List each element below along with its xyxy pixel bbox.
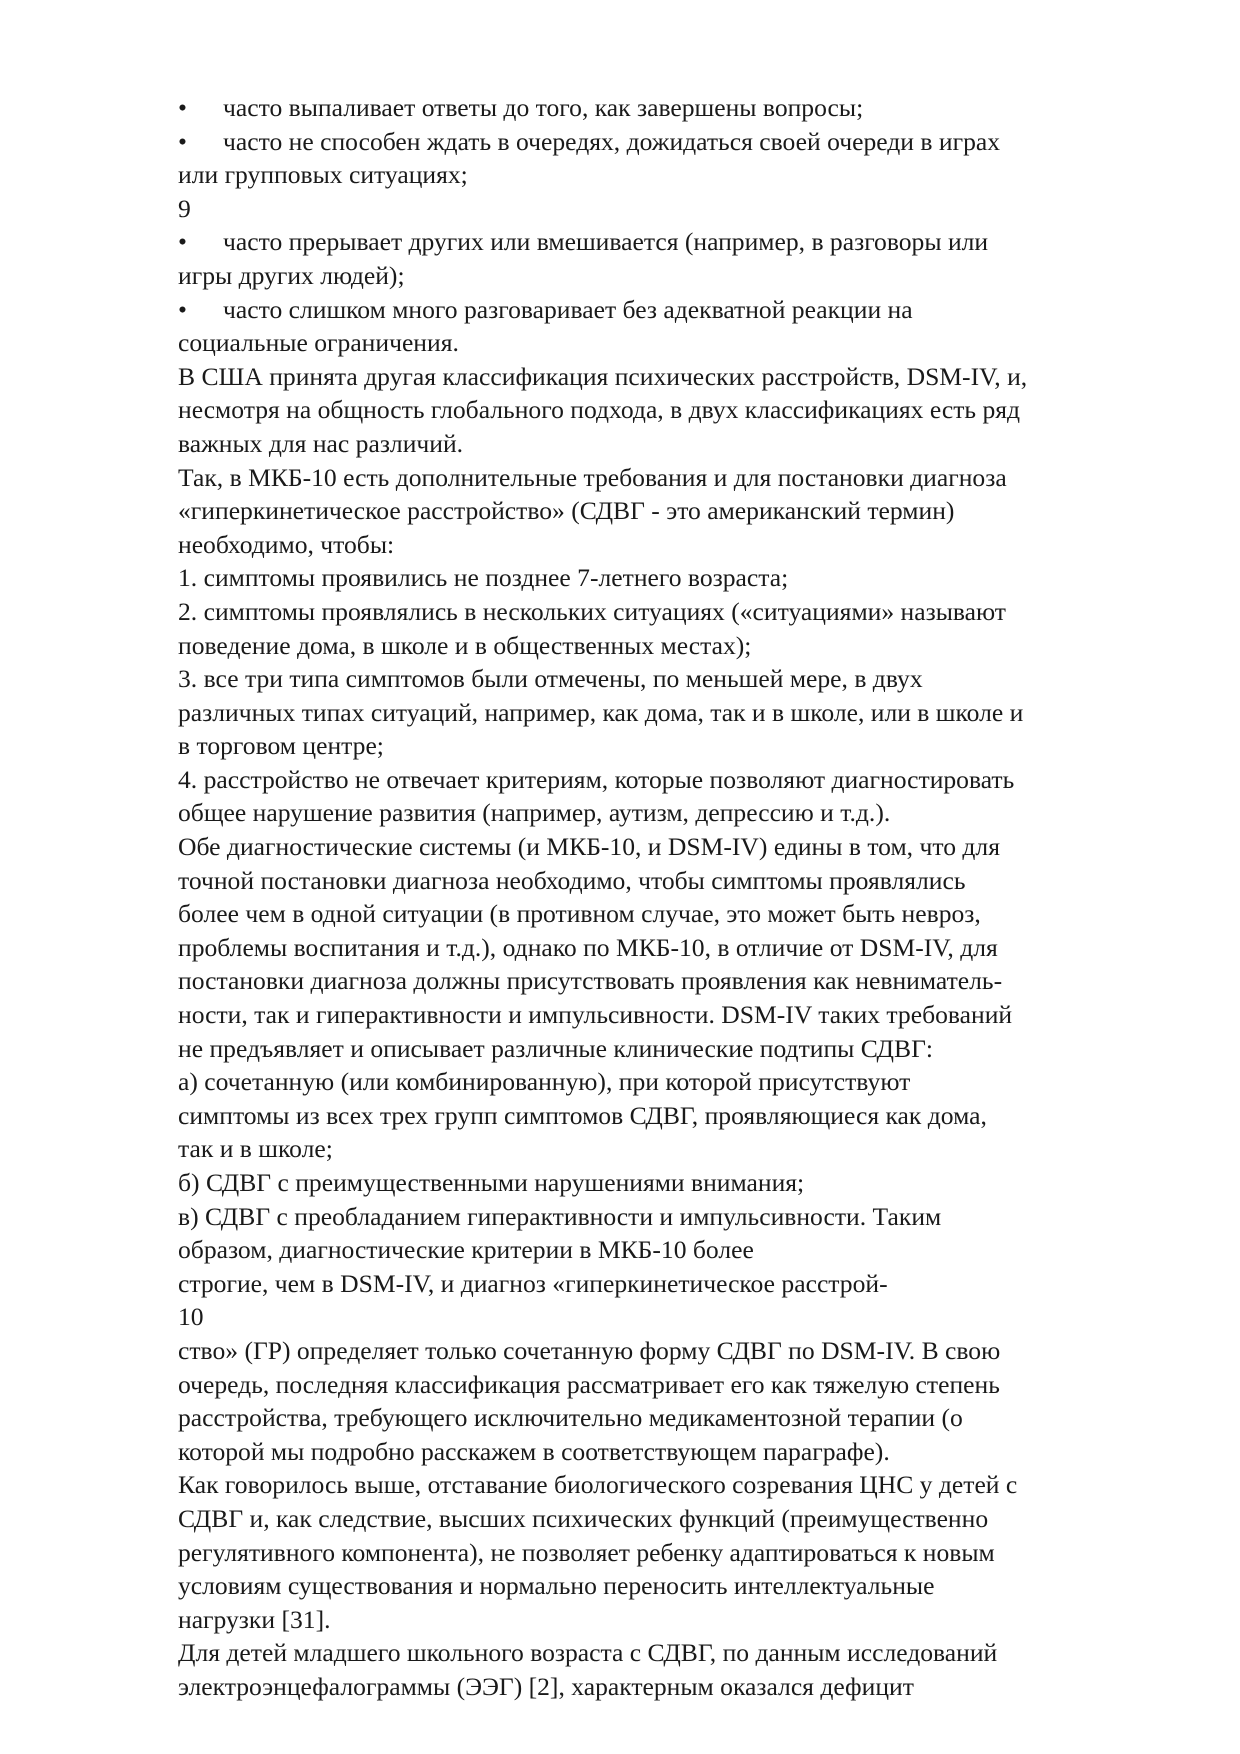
bullet-icon: •	[178, 294, 187, 324]
text-line: регулятивного компонента), не позволяет ребенку адаптироваться к новым	[178, 1537, 995, 1567]
text-line: проблемы воспитания и т.д.), однако по МКБ-10, в отличие от DSM-IV, для	[178, 932, 998, 962]
text-line: электроэнцефалограммы (ЭЭГ) [2], характерным оказался дефицит	[178, 1671, 914, 1701]
bullet-text: часто не способен ждать в очередях, дожидаться своей очереди в играх	[223, 126, 1001, 156]
bullet-list-item	[178, 293, 1178, 327]
bullet-list-item	[178, 225, 1178, 259]
text-line: необходимо, чтобы:	[178, 529, 395, 559]
text-line: симптомы из всех трех групп симптомов СДВГ, проявляющиеся как дома,	[178, 1100, 987, 1130]
bullet-list-item	[178, 125, 1178, 159]
page-number: 10	[178, 1302, 204, 1332]
bullet-text: часто выпаливает ответы до того, как завершены вопросы;	[223, 93, 864, 122]
bullet-icon: •	[178, 93, 187, 122]
text-line: которой мы подробно расскажем в соответствующем параграфе).	[178, 1436, 890, 1466]
text-line: так и в школе;	[178, 1134, 333, 1164]
text-line: 4. расстройство не отвечает критериям, которые позволяют диагностировать	[178, 764, 1015, 794]
text-line: а) сочетанную (или комбинированную), при которой присутствуют	[178, 1067, 911, 1097]
text-line: расстройства, требующего исключительно медикаментозной терапии (о	[178, 1403, 963, 1433]
text-line: в) СДВГ с преобладанием гиперактивности и импульсивности. Таким	[178, 1201, 942, 1231]
text-line: постановки диагноза должны присутствовать проявления как невниматель-	[178, 966, 1003, 996]
page-number: 9	[178, 193, 191, 223]
bullet-icon: •	[178, 126, 187, 156]
text-line: 2. симптомы проявлялись в нескольких ситуациях («ситуациями» называют	[178, 596, 1006, 626]
document-text-body	[178, 91, 1178, 1704]
text-line: Так, в МКБ-10 есть дополнительные требования и для постановки диагноза	[178, 462, 1007, 492]
text-line: В США принята другая классификация психических расстройств, DSM-IV, и,	[178, 361, 1028, 391]
text-line: различных типах ситуаций, например, как дома, так и в школе, или в школе и	[178, 697, 1024, 727]
bullet-list-item	[178, 91, 1178, 125]
text-line: нагрузки [31].	[178, 1604, 331, 1634]
text-line: точной постановки диагноза необходимо, чтобы симптомы проявлялись	[178, 865, 966, 895]
text-line: не предъявляет и описывает различные клинические подтипы СДВГ:	[178, 1033, 933, 1063]
text-line: ство» (ГР) определяет только сочетанную форму СДВГ по DSM-IV. В свою	[178, 1335, 1001, 1365]
text-line: «гиперкинетическое расстройство» (СДВГ - это американский термин)	[178, 496, 955, 526]
text-line: или групповых ситуациях;	[178, 160, 468, 190]
text-line: очередь, последняя классификация рассматривает его как тяжелую степень	[178, 1369, 1000, 1399]
text-line: СДВГ и, как следствие, высших психических функций (преимущественно	[178, 1503, 989, 1533]
text-line: общее нарушение развития (например, аутизм, депрессию и т.д.).	[178, 798, 891, 828]
text-line: Обе диагностические системы (и МКБ-10, и DSM-IV) едины в том, что для	[178, 832, 1000, 862]
text-line: 3. все три типа симптомов были отмечены, по меньшей мере, в двух	[178, 664, 923, 694]
document-page	[178, 91, 1178, 1704]
text-line: в торговом центре;	[178, 731, 384, 761]
text-line: 1. симптомы проявились не позднее 7-летнего возраста;	[178, 563, 789, 593]
text-line: более чем в одной ситуации (в противном случае, это может быть невроз,	[178, 899, 981, 929]
text-line: Для детей младшего школьного возраста с СДВГ, по данным исследований	[178, 1638, 998, 1668]
text-line: условиям существования и нормально переносить интеллектуальные	[178, 1571, 935, 1601]
text-line: б) СДВГ с преимущественными нарушениями внимания;	[178, 1168, 805, 1197]
text-line: несмотря на общность глобального подхода, в двух классификациях есть ряд	[178, 395, 1021, 425]
text-line: социальные ограничения.	[178, 328, 459, 358]
bullet-icon: •	[178, 227, 187, 257]
text-line: поведение дома, в школе и в общественных местах);	[178, 630, 752, 660]
text-line: важных для нас различий.	[178, 428, 464, 458]
text-line: игры других людей);	[178, 260, 405, 290]
bullet-text: часто прерывает других или вмешивается (например, в разговоры или	[223, 227, 989, 257]
text-line: ности, так и гиперактивности и импульсивности. DSM-IV таких требований	[178, 1000, 1013, 1030]
bullet-text: часто слишком много разговаривает без адекватной реакции на	[223, 294, 913, 324]
text-line: Как говорилось выше, отставание биологического созревания ЦНС у детей с	[178, 1470, 1018, 1500]
text-line: строгие, чем в DSM-IV, и диагноз «гиперкинетическое расстрой-	[178, 1268, 888, 1298]
text-line: образом, диагностические критерии в МКБ-10 более	[178, 1235, 754, 1265]
